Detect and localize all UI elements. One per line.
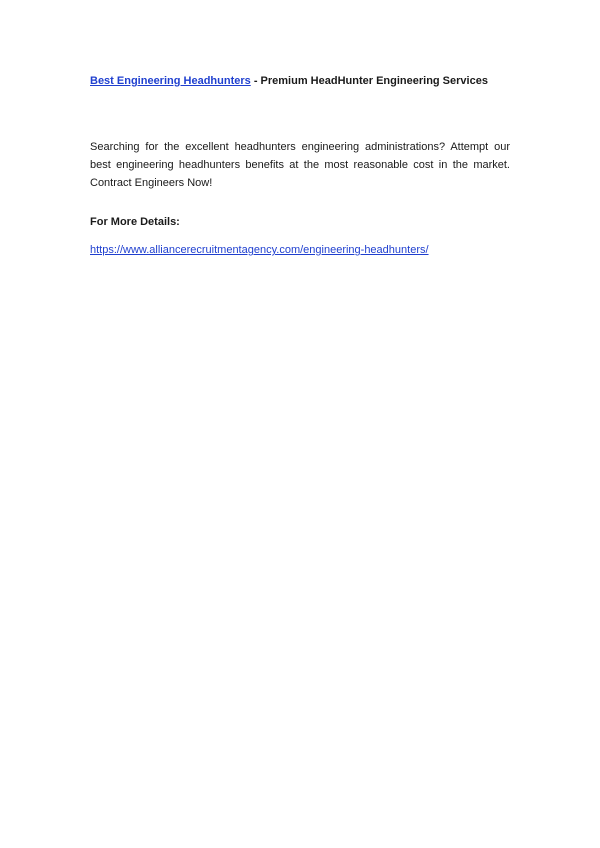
document-title bbox=[90, 74, 520, 88]
details-url-link[interactable]: https://www.alliancerecruitmentagency.com/engineering-headhunters/ bbox=[90, 244, 429, 256]
title-link[interactable]: Best Engineering Headhunters bbox=[90, 75, 251, 87]
title-subtitle: - Premium HeadHunter Engineering Services bbox=[250, 75, 488, 87]
body-paragraph: Searching for the excellent headhunters engineering administrations? Attempt our best engineering headhunters benefits at the most reasonable cost in the market. Contract Engineers Now! bbox=[90, 141, 510, 189]
details-heading: For More Details: bbox=[90, 216, 180, 228]
